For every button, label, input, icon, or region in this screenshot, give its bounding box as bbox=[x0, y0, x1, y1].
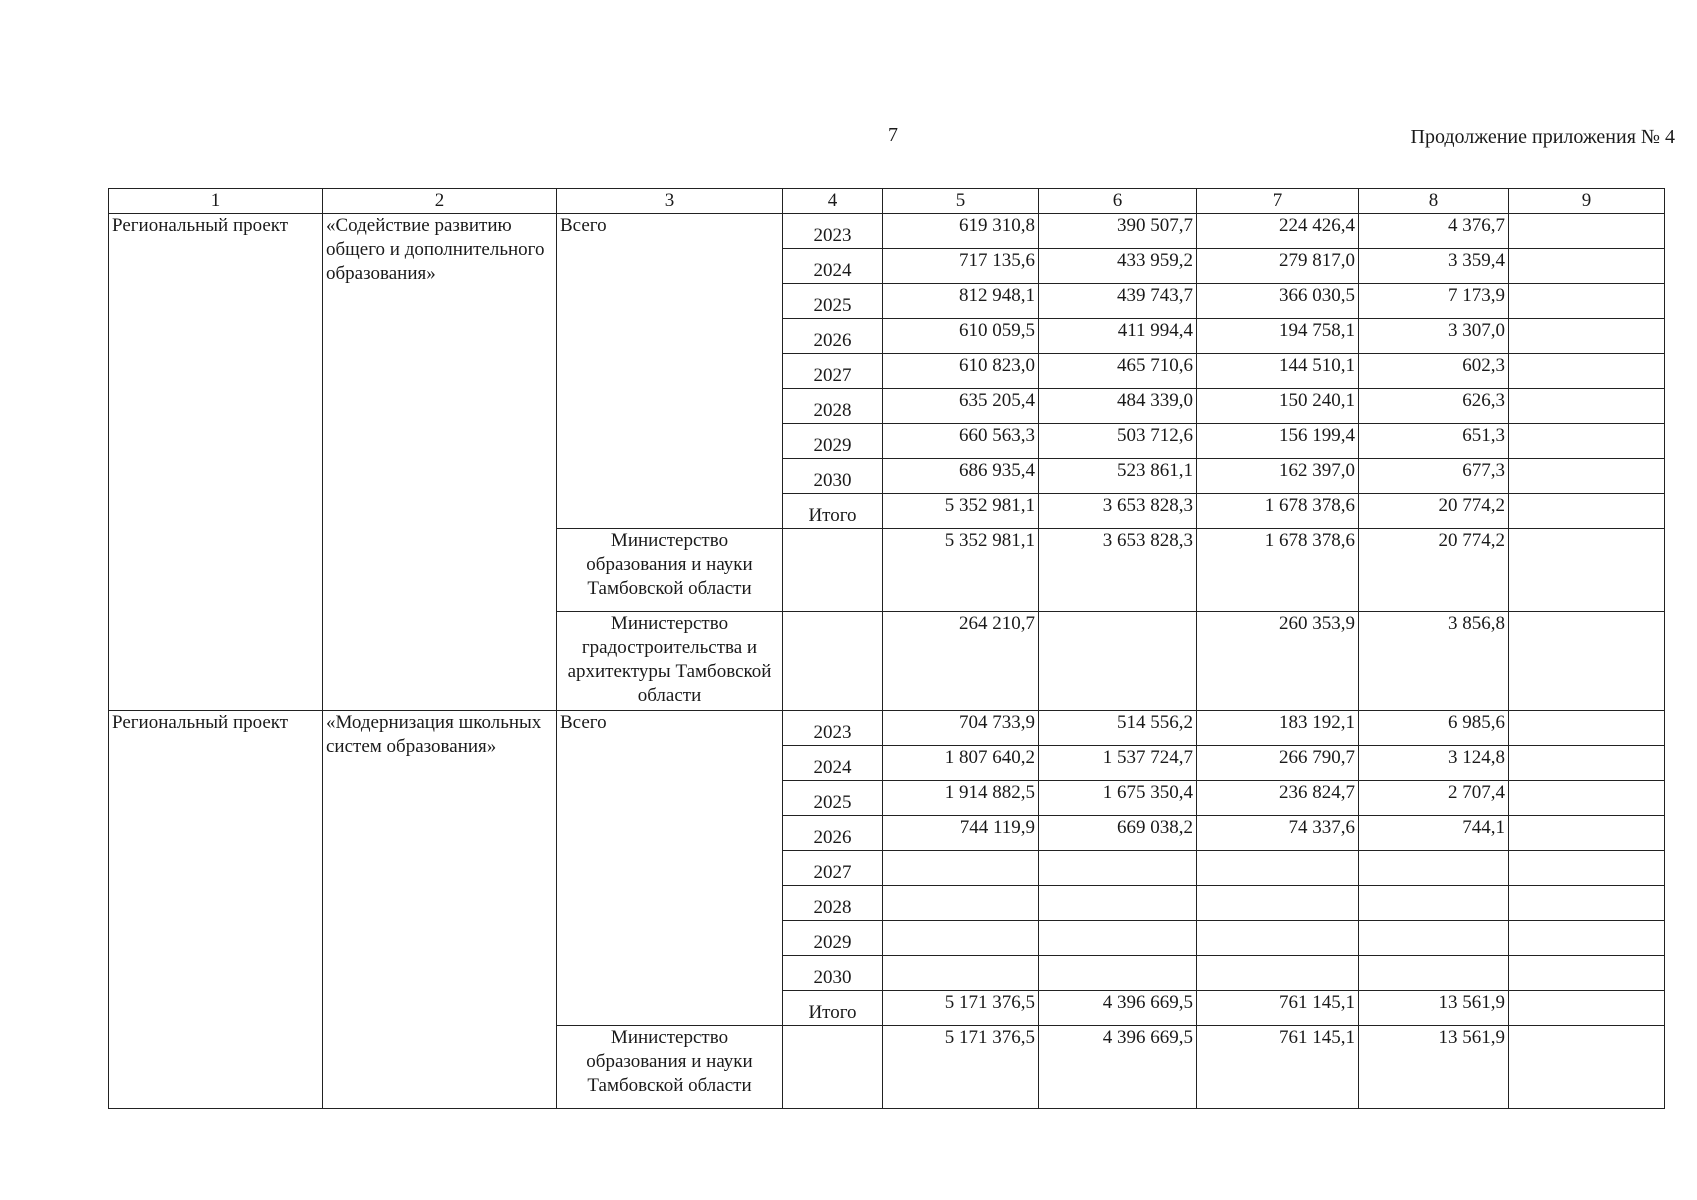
amount-cell bbox=[1197, 886, 1359, 921]
amount-cell: 366 030,5 bbox=[1197, 284, 1359, 319]
amount-cell: 6 985,6 bbox=[1359, 711, 1509, 746]
year-row bbox=[109, 214, 1665, 249]
amount-cell: 13 561,9 bbox=[1359, 991, 1509, 1026]
column-number: 5 bbox=[883, 189, 1039, 214]
amount-cell: 2 707,4 bbox=[1359, 781, 1509, 816]
amount-cell bbox=[883, 956, 1039, 991]
amount-cell bbox=[1359, 956, 1509, 991]
column-number: 2 bbox=[323, 189, 557, 214]
amount-cell: 1 675 350,4 bbox=[1039, 781, 1197, 816]
amount-cell bbox=[1509, 319, 1665, 354]
amount-cell: 1 537 724,7 bbox=[1039, 746, 1197, 781]
amount-cell: 484 339,0 bbox=[1039, 389, 1197, 424]
amount-cell bbox=[1509, 284, 1665, 319]
column-number: 6 bbox=[1039, 189, 1197, 214]
amount-cell bbox=[1039, 921, 1197, 956]
amount-cell: 610 823,0 bbox=[883, 354, 1039, 389]
year-cell: 2026 bbox=[783, 816, 883, 851]
project-type-cell: Региональный проект bbox=[109, 711, 323, 1109]
year-cell: 2025 bbox=[783, 781, 883, 816]
amount-cell bbox=[1509, 529, 1665, 612]
amount-cell bbox=[1509, 746, 1665, 781]
appendix-continuation-label: Продолжение приложения № 4 bbox=[1410, 126, 1675, 148]
amount-cell: 4 376,7 bbox=[1359, 214, 1509, 249]
amount-cell: 390 507,7 bbox=[1039, 214, 1197, 249]
amount-cell: 260 353,9 bbox=[1197, 612, 1359, 711]
amount-cell: 439 743,7 bbox=[1039, 284, 1197, 319]
amount-cell: 13 561,9 bbox=[1359, 1026, 1509, 1109]
amount-cell: 686 935,4 bbox=[883, 459, 1039, 494]
amount-cell: 224 426,4 bbox=[1197, 214, 1359, 249]
year-row bbox=[109, 711, 1665, 746]
amount-cell: 20 774,2 bbox=[1359, 494, 1509, 529]
year-cell: 2023 bbox=[783, 711, 883, 746]
amount-cell: 660 563,3 bbox=[883, 424, 1039, 459]
amount-cell: 812 948,1 bbox=[883, 284, 1039, 319]
column-number-row bbox=[109, 189, 1665, 214]
amount-cell: 3 307,0 bbox=[1359, 319, 1509, 354]
amount-cell bbox=[1039, 612, 1197, 711]
amount-cell bbox=[1509, 956, 1665, 991]
amount-cell bbox=[1509, 354, 1665, 389]
amount-cell: 7 173,9 bbox=[1359, 284, 1509, 319]
table-body bbox=[109, 189, 1665, 1109]
amount-cell bbox=[1039, 886, 1197, 921]
project-name-cell: «Модернизация школьных систем образования» bbox=[323, 711, 557, 1109]
amount-cell bbox=[1509, 816, 1665, 851]
year-cell: Итого bbox=[783, 494, 883, 529]
amount-cell: 3 359,4 bbox=[1359, 249, 1509, 284]
executor-year-cell bbox=[783, 529, 883, 612]
amount-cell: 279 817,0 bbox=[1197, 249, 1359, 284]
amount-cell: 717 135,6 bbox=[883, 249, 1039, 284]
amount-cell: 194 758,1 bbox=[1197, 319, 1359, 354]
amount-cell: 150 240,1 bbox=[1197, 389, 1359, 424]
amount-cell: 5 352 981,1 bbox=[883, 529, 1039, 612]
amount-cell: 669 038,2 bbox=[1039, 816, 1197, 851]
amount-cell: 761 145,1 bbox=[1197, 1026, 1359, 1109]
column-number: 7 bbox=[1197, 189, 1359, 214]
amount-cell bbox=[1509, 214, 1665, 249]
executor-year-cell bbox=[783, 1026, 883, 1109]
total-label-cell: Всего bbox=[557, 711, 783, 1026]
project-name-cell: «Содействие развитию общего и дополнительного образования» bbox=[323, 214, 557, 711]
amount-cell: 266 790,7 bbox=[1197, 746, 1359, 781]
amount-cell bbox=[1509, 851, 1665, 886]
amount-cell: 3 653 828,3 bbox=[1039, 529, 1197, 612]
executor-name-cell: Министерство градостроительства и архитектуры Тамбовской области bbox=[557, 612, 783, 711]
budget-table bbox=[108, 188, 1665, 1109]
amount-cell bbox=[1039, 956, 1197, 991]
amount-cell: 5 171 376,5 bbox=[883, 1026, 1039, 1109]
year-cell: 2024 bbox=[783, 249, 883, 284]
amount-cell: 1 678 378,6 bbox=[1197, 529, 1359, 612]
amount-cell bbox=[1509, 494, 1665, 529]
amount-cell: 4 396 669,5 bbox=[1039, 1026, 1197, 1109]
amount-cell bbox=[1509, 389, 1665, 424]
column-number: 3 bbox=[557, 189, 783, 214]
project-type-cell: Региональный проект bbox=[109, 214, 323, 711]
amount-cell bbox=[1509, 711, 1665, 746]
amount-cell bbox=[1509, 424, 1665, 459]
amount-cell: 514 556,2 bbox=[1039, 711, 1197, 746]
column-number: 4 bbox=[783, 189, 883, 214]
amount-cell bbox=[883, 851, 1039, 886]
year-cell: 2027 bbox=[783, 354, 883, 389]
year-cell: 2030 bbox=[783, 459, 883, 494]
page-number: 7 bbox=[888, 124, 898, 146]
year-cell: 2026 bbox=[783, 319, 883, 354]
amount-cell: 433 959,2 bbox=[1039, 249, 1197, 284]
year-cell: 2023 bbox=[783, 214, 883, 249]
amount-cell: 626,3 bbox=[1359, 389, 1509, 424]
amount-cell: 20 774,2 bbox=[1359, 529, 1509, 612]
amount-cell bbox=[1509, 612, 1665, 711]
amount-cell: 5 352 981,1 bbox=[883, 494, 1039, 529]
amount-cell: 651,3 bbox=[1359, 424, 1509, 459]
amount-cell: 74 337,6 bbox=[1197, 816, 1359, 851]
amount-cell: 156 199,4 bbox=[1197, 424, 1359, 459]
amount-cell: 610 059,5 bbox=[883, 319, 1039, 354]
year-cell: Итого bbox=[783, 991, 883, 1026]
year-cell: 2028 bbox=[783, 886, 883, 921]
amount-cell: 635 205,4 bbox=[883, 389, 1039, 424]
executor-year-cell bbox=[783, 612, 883, 711]
amount-cell: 677,3 bbox=[1359, 459, 1509, 494]
amount-cell: 744 119,9 bbox=[883, 816, 1039, 851]
year-cell: 2030 bbox=[783, 956, 883, 991]
amount-cell: 411 994,4 bbox=[1039, 319, 1197, 354]
amount-cell: 465 710,6 bbox=[1039, 354, 1197, 389]
amount-cell: 162 397,0 bbox=[1197, 459, 1359, 494]
amount-cell: 1 914 882,5 bbox=[883, 781, 1039, 816]
amount-cell bbox=[1509, 921, 1665, 956]
amount-cell bbox=[1509, 459, 1665, 494]
executor-name-cell: Министерство образования и науки Тамбовской области bbox=[557, 529, 783, 612]
amount-cell: 602,3 bbox=[1359, 354, 1509, 389]
year-cell: 2029 bbox=[783, 424, 883, 459]
amount-cell bbox=[1509, 781, 1665, 816]
amount-cell: 183 192,1 bbox=[1197, 711, 1359, 746]
amount-cell: 3 856,8 bbox=[1359, 612, 1509, 711]
executor-name-cell: Министерство образования и науки Тамбовской области bbox=[557, 1026, 783, 1109]
amount-cell bbox=[1039, 851, 1197, 886]
amount-cell bbox=[1509, 249, 1665, 284]
amount-cell bbox=[1197, 921, 1359, 956]
amount-cell: 236 824,7 bbox=[1197, 781, 1359, 816]
amount-cell: 4 396 669,5 bbox=[1039, 991, 1197, 1026]
amount-cell: 1 678 378,6 bbox=[1197, 494, 1359, 529]
amount-cell: 744,1 bbox=[1359, 816, 1509, 851]
amount-cell: 761 145,1 bbox=[1197, 991, 1359, 1026]
amount-cell: 3 124,8 bbox=[1359, 746, 1509, 781]
year-cell: 2029 bbox=[783, 921, 883, 956]
column-number: 9 bbox=[1509, 189, 1665, 214]
total-label-cell: Всего bbox=[557, 214, 783, 529]
amount-cell bbox=[1509, 886, 1665, 921]
year-cell: 2025 bbox=[783, 284, 883, 319]
amount-cell: 619 310,8 bbox=[883, 214, 1039, 249]
amount-cell bbox=[883, 921, 1039, 956]
year-cell: 2024 bbox=[783, 746, 883, 781]
year-cell: 2027 bbox=[783, 851, 883, 886]
amount-cell bbox=[1197, 851, 1359, 886]
amount-cell bbox=[1509, 1026, 1665, 1109]
column-number: 8 bbox=[1359, 189, 1509, 214]
amount-cell bbox=[1509, 991, 1665, 1026]
amount-cell: 3 653 828,3 bbox=[1039, 494, 1197, 529]
amount-cell: 5 171 376,5 bbox=[883, 991, 1039, 1026]
amount-cell bbox=[1359, 851, 1509, 886]
amount-cell: 1 807 640,2 bbox=[883, 746, 1039, 781]
amount-cell: 523 861,1 bbox=[1039, 459, 1197, 494]
amount-cell: 144 510,1 bbox=[1197, 354, 1359, 389]
amount-cell bbox=[883, 886, 1039, 921]
amount-cell bbox=[1359, 886, 1509, 921]
column-number: 1 bbox=[109, 189, 323, 214]
amount-cell bbox=[1197, 956, 1359, 991]
year-cell: 2028 bbox=[783, 389, 883, 424]
amount-cell bbox=[1359, 921, 1509, 956]
amount-cell: 503 712,6 bbox=[1039, 424, 1197, 459]
amount-cell: 704 733,9 bbox=[883, 711, 1039, 746]
amount-cell: 264 210,7 bbox=[883, 612, 1039, 711]
